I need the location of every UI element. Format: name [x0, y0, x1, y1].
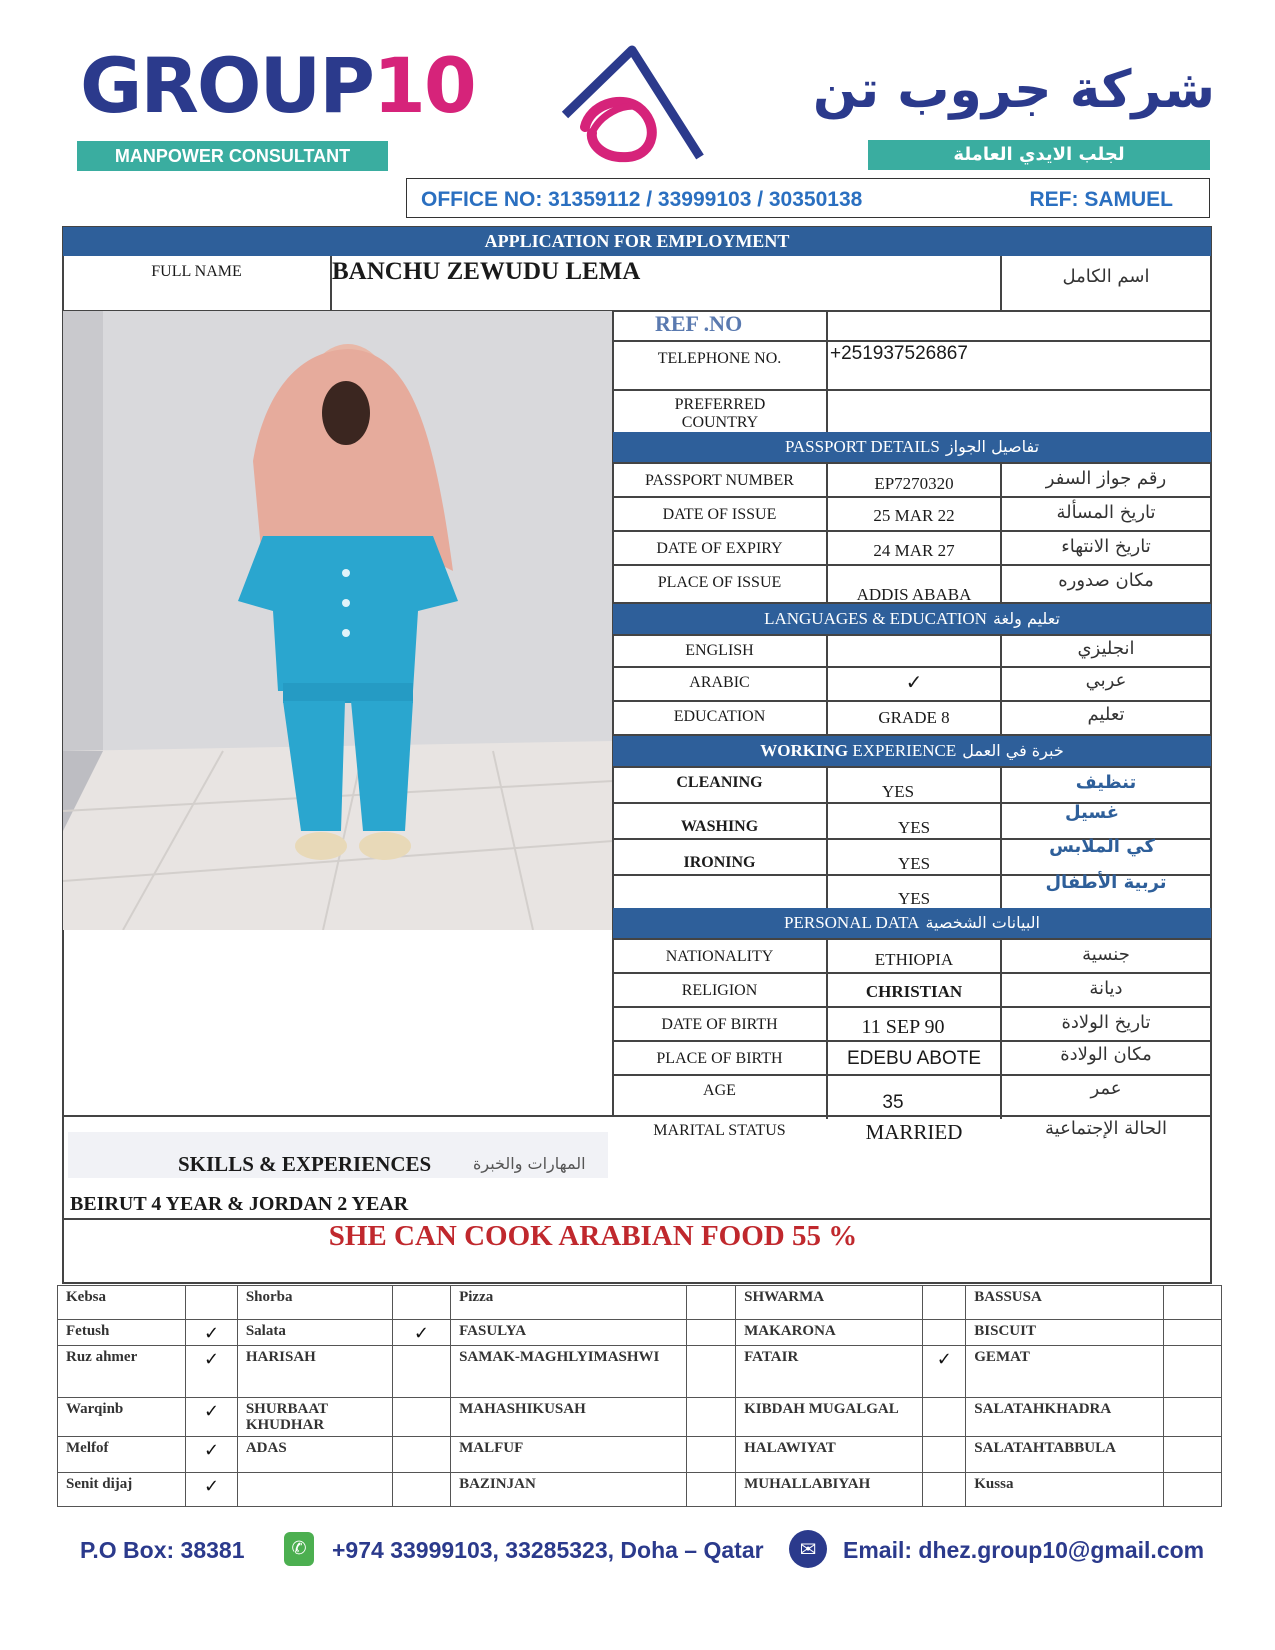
food-name-cell: MAHASHIKUSAH: [451, 1398, 687, 1437]
age-value: 35: [882, 1092, 904, 1113]
arabic-label: ARABIC: [689, 674, 750, 691]
food-name-cell: GEMAT: [966, 1346, 1164, 1398]
food-check-cell: [923, 1398, 966, 1437]
divider: [613, 564, 1211, 566]
food-check-cell: [686, 1286, 735, 1320]
food-name-cell: SAMAK-MAGHLYIMASHWI: [451, 1346, 687, 1398]
experience-section-header: [613, 736, 1211, 766]
childcare-value: YES: [897, 889, 931, 908]
form-title: APPLICATION FOR EMPLOYMENT: [63, 227, 1211, 256]
place-of-issue-label: PLACE OF ISSUE: [657, 574, 782, 591]
footer-email: Email: dhez.group10@gmail.com: [843, 1537, 1205, 1563]
food-name-cell: KIBDAH MUGALGAL: [736, 1398, 923, 1437]
divider: [613, 340, 1211, 342]
food-check-cell: [686, 1398, 735, 1437]
religion-arabic: ديانة: [1089, 978, 1123, 999]
nationality-label: NATIONALITY: [665, 948, 774, 965]
po-box: P.O Box: 38381: [80, 1537, 245, 1563]
food-name-cell: SHWARMA: [736, 1286, 923, 1320]
passport-section-header: [613, 432, 1211, 462]
telephone-label: TELEPHONE NO.: [657, 350, 782, 367]
food-name-cell: Kussa: [966, 1473, 1164, 1507]
food-name-cell: Melfof: [58, 1437, 186, 1473]
food-name-cell: SALATAHKHADRA: [966, 1398, 1164, 1437]
washing-label: WASHING: [680, 818, 759, 835]
divider: [613, 530, 1211, 532]
age-arabic: عمر: [1090, 1078, 1122, 1099]
education-arabic: تعليم: [1087, 704, 1125, 725]
date-of-issue-label: DATE OF ISSUE: [662, 506, 777, 523]
food-check-cell: [686, 1320, 735, 1346]
education-value: GRADE 8: [878, 708, 950, 727]
food-table-row: [58, 1473, 1222, 1507]
email-icon: ✉: [789, 1530, 827, 1568]
cleaning-arabic: تنظيف: [1075, 772, 1137, 793]
full-name-label: FULL NAME: [151, 263, 242, 280]
food-name-cell: SALATAHTABBULA: [966, 1437, 1164, 1473]
experience-summary: BEIRUT 4 YEAR & JORDAN 2 YEAR: [70, 1193, 409, 1215]
food-name-cell: HALAWIYAT: [736, 1437, 923, 1473]
passport-title-arabic: تفاصيل الجواز: [945, 437, 1040, 456]
nationality-arabic: جنسية: [1082, 944, 1130, 965]
food-check-cell: [1164, 1437, 1222, 1473]
experience-title-rest: EXPERIENCE: [852, 741, 957, 760]
skills-title-arabic: المهارات والخبرة: [473, 1154, 586, 1173]
whatsapp-icon: ✆: [284, 1532, 314, 1566]
experience-title-bold: WORKING: [760, 741, 849, 760]
date-of-expiry-value: 24 MAR 27: [873, 541, 955, 560]
logo-number-text: 10: [372, 41, 475, 130]
divider: [613, 700, 1211, 702]
food-check-cell: [392, 1286, 450, 1320]
food-name-cell: FATAIR: [736, 1346, 923, 1398]
food-name-cell: Senit dijaj: [58, 1473, 186, 1507]
group10-logo: [80, 41, 475, 130]
food-check-cell: [392, 1437, 450, 1473]
food-check-cell: [923, 1286, 966, 1320]
food-name-cell: Warqinb: [58, 1398, 186, 1437]
food-name-cell: ADAS: [237, 1437, 392, 1473]
check-icon: ✓: [186, 1320, 238, 1346]
arabic-company-name: شركة جروب تن: [812, 60, 1215, 120]
full-name-value: BANCHU ZEWUDU LEMA: [332, 258, 641, 285]
cooking-skill-note: SHE CAN COOK ARABIAN FOOD 55 %: [328, 1220, 858, 1252]
divider: [613, 496, 1211, 498]
food-table-row: [58, 1346, 1222, 1398]
education-label: EDUCATION: [673, 708, 766, 725]
food-table-row: [58, 1286, 1222, 1320]
nationality-value: ETHIOPIA: [874, 950, 954, 969]
food-check-cell: [1164, 1286, 1222, 1320]
date-of-expiry-arabic: تاريخ الانتهاء: [1061, 536, 1151, 557]
food-check-cell: [1164, 1320, 1222, 1346]
food-table-row: [58, 1398, 1222, 1437]
pob-arabic: مكان الولادة: [1060, 1044, 1152, 1065]
ironing-label: IRONING: [683, 854, 756, 871]
washing-arabic: غسيل: [1064, 802, 1120, 823]
food-name-cell: FASULYA: [451, 1320, 687, 1346]
food-check-cell: [1164, 1346, 1222, 1398]
preferred-country-label: PREFERRED COUNTRY: [674, 396, 766, 431]
check-icon: ✓: [186, 1346, 238, 1398]
applicant-photo: [63, 311, 613, 930]
check-icon: ✓: [923, 1346, 966, 1398]
pob-value: EDEBU ABOTE: [846, 1048, 982, 1069]
food-check-cell: [392, 1346, 450, 1398]
office-info-box: [406, 178, 1210, 218]
telephone-value: +251937526867: [830, 343, 968, 364]
divider: [613, 389, 1211, 391]
arabic-check-icon: ✓: [905, 670, 923, 694]
cleaning-label: CLEANING: [676, 774, 763, 791]
food-check-cell: [186, 1286, 238, 1320]
divider: [613, 1040, 1211, 1042]
food-name-cell: Fetush: [58, 1320, 186, 1346]
date-of-expiry-label: DATE OF EXPIRY: [656, 540, 783, 557]
food-name-cell: Pizza: [451, 1286, 687, 1320]
ironing-arabic: كي الملابس: [1049, 836, 1155, 857]
food-check-cell: [392, 1398, 450, 1437]
food-check-cell: [923, 1473, 966, 1507]
languages-section-header: [613, 604, 1211, 634]
logo-subtitle: MANPOWER CONSULTANT: [77, 141, 388, 171]
food-name-cell: MUHALLABIYAH: [736, 1473, 923, 1507]
date-of-issue-value: 25 MAR 22: [873, 506, 955, 525]
marital-status-arabic: الحالة الإجتماعية: [1045, 1118, 1167, 1139]
divider: [613, 1074, 1211, 1076]
date-of-issue-arabic: تاريخ المسألة: [1056, 502, 1156, 523]
food-check-cell: [1164, 1398, 1222, 1437]
logo-main-text: GROUP: [80, 41, 373, 130]
passport-title: PASSPORT DETAILS: [784, 437, 940, 456]
divider: [613, 1006, 1211, 1008]
personal-title-arabic: البيانات الشخصية: [925, 913, 1040, 932]
food-check-cell: [923, 1320, 966, 1346]
skills-title: SKILLS & EXPERIENCES: [178, 1152, 432, 1176]
divider: [613, 972, 1211, 974]
food-name-cell: Shorba: [237, 1286, 392, 1320]
cleaning-value: YES: [881, 782, 915, 801]
place-of-issue-value: ADDIS ABABA: [856, 585, 972, 604]
childcare-arabic: تربية الأطفال: [1045, 872, 1167, 893]
english-arabic: انجليزي: [1077, 638, 1135, 659]
divider: [613, 462, 1211, 464]
food-name-cell: HARISAH: [237, 1346, 392, 1398]
languages-title-arabic: تعليم ولغة: [992, 609, 1060, 628]
office-numbers: OFFICE NO: 31359112 / 33999103 / 30350138: [421, 188, 863, 211]
food-name-cell: MAKARONA: [736, 1320, 923, 1346]
food-name-cell: Ruz ahmer: [58, 1346, 186, 1398]
dob-value: 11 SEP 90: [861, 1016, 945, 1038]
house-emblem-icon: [560, 45, 705, 165]
food-check-cell: [1164, 1473, 1222, 1507]
food-name-cell: Salata: [237, 1320, 392, 1346]
food-check-cell: [686, 1437, 735, 1473]
ironing-value: YES: [897, 854, 931, 873]
food-table-row: [58, 1320, 1222, 1346]
check-icon: ✓: [186, 1473, 238, 1507]
divider: [63, 1115, 1211, 1117]
divider: [613, 766, 1211, 768]
check-icon: ✓: [186, 1437, 238, 1473]
food-check-cell: [686, 1473, 735, 1507]
personal-section-header: [613, 908, 1211, 938]
ref-no-label: REF .NO: [655, 311, 743, 336]
place-of-issue-arabic: مكان صدوره: [1058, 570, 1154, 591]
marital-status-value: MARRIED: [865, 1120, 963, 1144]
food-name-cell: BISCUIT: [966, 1320, 1164, 1346]
food-name-cell: SHURBAAT KHUDHAR: [237, 1398, 392, 1437]
languages-title: LANGUAGES & EDUCATION: [764, 609, 987, 628]
divider: [613, 666, 1211, 668]
english-label: ENGLISH: [685, 642, 754, 659]
experience-title-arabic: خبرة في العمل: [962, 741, 1064, 760]
food-name-cell: MALFUF: [451, 1437, 687, 1473]
food-check-cell: [923, 1437, 966, 1473]
washing-value: YES: [897, 818, 931, 837]
food-skills-table: [57, 1285, 1222, 1507]
marital-status-label: MARITAL STATUS: [653, 1122, 786, 1139]
passport-number-value: EP7270320: [874, 474, 954, 493]
age-label: AGE: [703, 1082, 736, 1099]
pob-label: PLACE OF BIRTH: [656, 1050, 783, 1067]
personal-title: PERSONAL DATA: [784, 913, 920, 932]
passport-number-arabic: رقم جواز السفر: [1045, 468, 1167, 489]
religion-label: RELIGION: [681, 982, 758, 999]
food-name-cell: Kebsa: [58, 1286, 186, 1320]
footer-phone: +974 33999103, 33285323, Doha – Qatar: [332, 1537, 764, 1563]
food-name-cell: BASSUSA: [966, 1286, 1164, 1320]
divider: [613, 938, 1211, 940]
arabic-arabic: عربي: [1085, 670, 1127, 691]
check-icon: ✓: [392, 1320, 450, 1346]
dob-arabic: تاريخ الولادة: [1061, 1012, 1151, 1033]
religion-value: CHRISTIAN: [865, 982, 963, 1001]
food-name-cell: [237, 1473, 392, 1507]
food-table-row: [58, 1437, 1222, 1473]
dob-label: DATE OF BIRTH: [661, 1016, 778, 1033]
divider: [613, 634, 1211, 636]
arabic-company-subtitle: لجلب الايدي العاملة: [868, 140, 1210, 170]
food-name-cell: BAZINJAN: [451, 1473, 687, 1507]
full-name-arabic: اسم الكامل: [1062, 266, 1150, 287]
check-icon: ✓: [186, 1398, 238, 1437]
reference: REF: SAMUEL: [1029, 188, 1173, 211]
food-check-cell: [686, 1346, 735, 1398]
food-check-cell: [392, 1473, 450, 1507]
passport-number-label: PASSPORT NUMBER: [645, 472, 794, 489]
